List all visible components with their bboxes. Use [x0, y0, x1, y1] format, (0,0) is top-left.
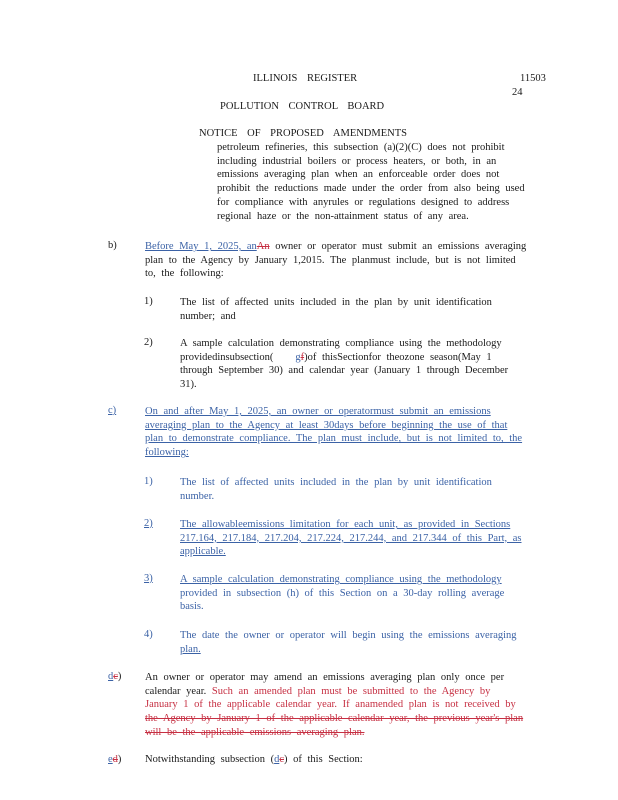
section-c-label: c) [108, 405, 117, 416]
section-b-line-1: Before May 1, 2025, anAn owner or operator must submit an emissions averaging [145, 241, 527, 252]
section-c-item-1: The list of affected units included in the plan by unit identification number. [180, 477, 492, 502]
board-title: POLLUTION CONTROL BOARD [220, 101, 385, 112]
deleted-text: f [300, 351, 305, 363]
section-b-line-3: to, the following: [145, 268, 224, 280]
section-b-item-1-num: 1) [144, 296, 153, 307]
deleted-text: will be the applicable emissions averaging plan. [145, 726, 365, 738]
section-c-item-4: The date the owner or operator will begin using the emissions averaging plan. [180, 630, 517, 655]
intro-line: emissions averaging plan when an enforceable order does not [217, 169, 500, 181]
section-c-paragraph: On and after May 1, 2025, an owner or operatormust submit an emissions averaging plan to the Agency at least 30days before beginning the use of that plan to demonstrate compliance. The plan must include, but is not limited to, the following: [145, 406, 523, 459]
deleted-text: c [279, 754, 284, 765]
page-number: 11503 [520, 73, 546, 84]
register-title: ILLINOIS REGISTER [253, 73, 358, 84]
page-sub-number: 24 [512, 87, 523, 98]
intro-paragraph [217, 141, 525, 223]
section-e-text: Notwithstanding subsection (dc) of this Section: [145, 754, 363, 765]
section-c-item-3-num: 3) [144, 573, 153, 584]
inserted-text: d [108, 671, 114, 682]
inserted-text: Before May 1, 2025, an [145, 241, 257, 252]
deleted-text: the Agency by January 1 of the applicable calendar year, the previous year's plan [145, 713, 524, 725]
inserted-text: d [274, 754, 280, 765]
section-d-paragraph: An owner or operator may amend an emissions averaging plan only once per calendar year. Such an amended plan must be submitted to the Agency by January 1 of the applicable calendar year. If anamended plan is not received by the Agency by January 1 of the applicable calendar year, the previous year's plan will be the applicable emissions averaging plan. [145, 672, 524, 738]
section-b-paragraph [145, 240, 526, 281]
intro-line: prohibit the reductions made under the order from also being used [217, 183, 525, 195]
intro-line: regional haze or the non-attainment status of any area. [217, 210, 469, 222]
inserted-text: g [295, 351, 301, 363]
section-c-item-2-num: 2) [144, 518, 153, 529]
notice-title: NOTICE OF PROPOSED AMENDMENTS [199, 128, 407, 139]
section-e-label: ed) [108, 754, 122, 765]
section-d-label: dc) [108, 671, 122, 682]
inserted-text: e [108, 754, 113, 765]
section-b-line-2: plan to the Agency by January 1,2015. The planmust include, but is not limited [145, 254, 516, 266]
section-b-label: b) [108, 240, 117, 251]
deleted-text: An [256, 241, 270, 252]
section-b-item-1: The list of affected units included in the plan by unit identification number; and [180, 297, 492, 322]
section-c-item-3: A sample calculation demonstrating compliance using the methodology provided in subsection (h) of this Section on a 30-day rolling average basis. [180, 574, 505, 613]
intro-line: for compliance with anyrules or regulations designed to address [217, 196, 510, 208]
deleted-text: c [113, 671, 118, 682]
deleted-text: d [112, 754, 118, 765]
section-c-item-1-num: 1) [144, 476, 153, 487]
intro-line: petroleum refineries, this subsection (a)(2)(C) does not prohibit [217, 142, 505, 153]
section-b-item-2: A sample calculation demonstrating compliance using the methodology providedinsubsection( gf)of thisSectionfor theozone season(May 1 through September 30) and calendar year (January 1 through December 31). [180, 338, 509, 391]
section-b-item-2-num: 2) [144, 337, 153, 348]
section-c-item-2: The allowableemissions limitation for each unit, as provided in Sections 217.164, 217.184, 217.204, 217.224, 217.244, and 217.344 of this Part, as applicable. [180, 519, 522, 558]
intro-line: including industrial boilers or process heaters, or both, in an [217, 155, 497, 167]
section-c-item-4-num: 4) [144, 629, 153, 640]
